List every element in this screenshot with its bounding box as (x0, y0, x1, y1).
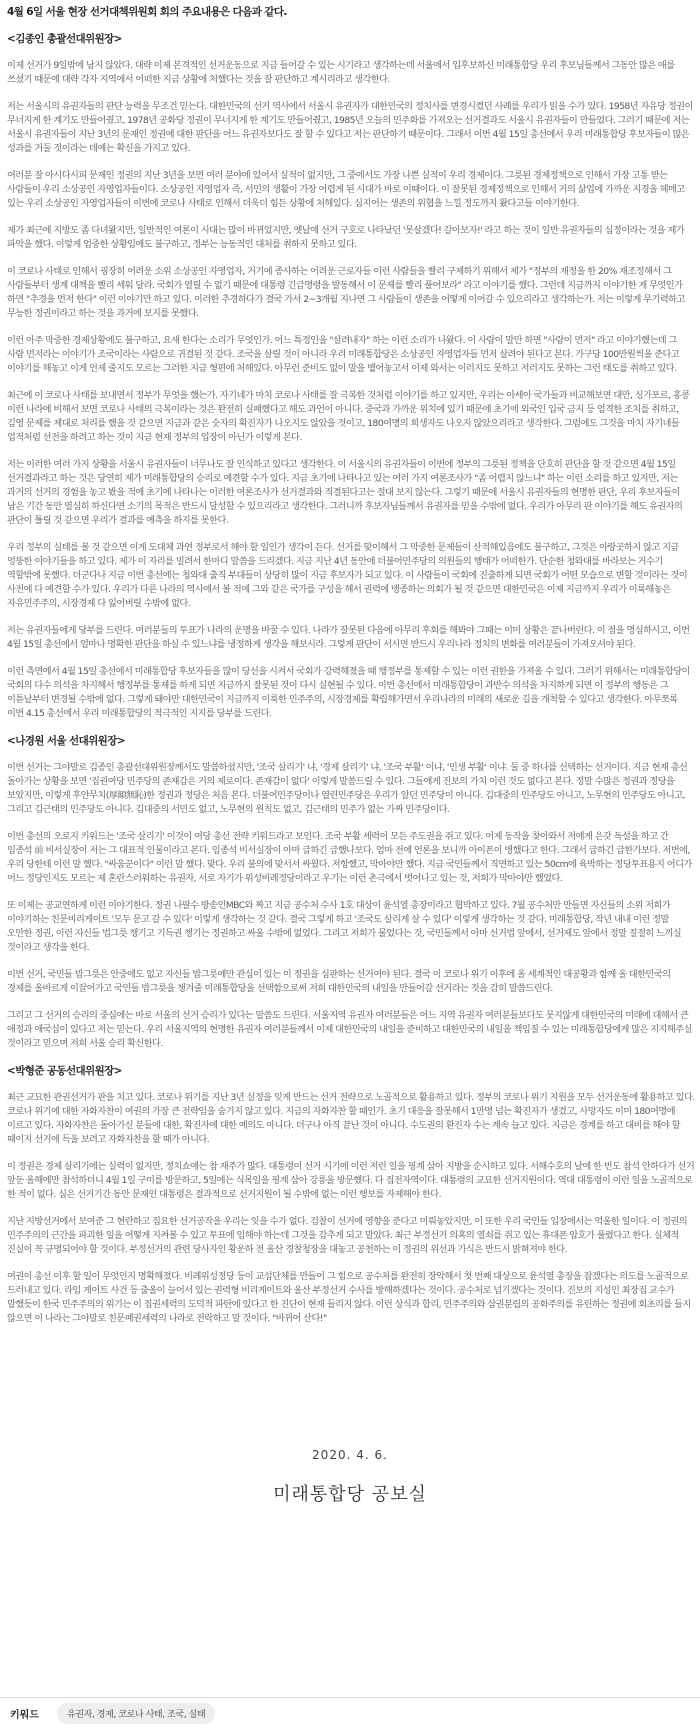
section-heading: <김종인 총괄선대위원장> (7, 33, 122, 45)
issuing-office: 미래통합당 공보실 (273, 1484, 427, 1505)
section-kim (5, 32, 695, 721)
keyword-tag[interactable]: 유권자, 경제, 코로나 사태, 조국, 실태 (57, 1703, 215, 1724)
paragraph: 제가 최근에 지방도 좀 다녀왔지만, 일반적인 여론이 시대는 많이 바뀌었지만, 옛날에 선거 구호로 나타났던 '못살겠다! 갈아보자!' 라고 하는 것이 일반 유권자들의 심정이라는 것을 제가 파악을 했다. 이렇게 엄중한 상황임에도 불구하고, 정부는 능동적인 대처를 취하지 못하고 있다. (7, 225, 685, 250)
section-na (5, 734, 695, 1051)
paragraph: 최근에 이 코로나 사태를 보내면서 정부가 무엇을 했는가. 자기네가 마치 코로나 사태를 잘 극복한 것처럼 이야기를 하고 있지만, 우리는 아세아 국가들과 비교해보면 대만, 싱가포르, 홍콩 이런 나라에 비해서 보면 코로나 사태의 극복이라는 것은 완전히 실패했다고 해도 과언이 아니다. 중국과 가까운 위치에 있기 때문에 초기에 외국인 입국 금지 등 엄격한 조치를 취하고, 김영 문제를 제대로 처리를 했을 것 같으면 지금과 같은 숫자의 확진자가 나오지도 않았을 것이고, 180여명의 희생자도 나오지 않았으리라고 생각한다. 그럼에도 그것을 마치 자기네들 업적처럼 선전을 하려고 하는 것이 지금 현재 정부의 입장이 아닌가 이렇게 본다. (7, 390, 690, 443)
release-date: 2020. 4. 6. (312, 1448, 388, 1462)
paragraph: 그리고 그 선거의 승리의 중심에는 바로 서울의 선거 승리가 있다는 말씀도 드린다. 서울지역 유권자 여러분들은 어느 지역 유권자 여러분들보다도 뭇지않게 대한민국의 미래에 대해서 큰 애정과 애국심이 있다고 저는 믿는다. 우리 서울지역의 현명한 유권자 여러분들께서 이제 대한민국의 내일을 준비하고 대한민국의 내일을 책임질 수 있는 미래통합당에게 많은 지지해주실 것이라고 믿으며 저희 서울 승리 확신한다. (7, 1010, 692, 1049)
keyword-bar (0, 1697, 700, 1728)
paragraph: 저는 서울시의 유권자들의 판단 능력을 무조건 믿는다. 대한민국의 선거 역사에서 서울시 유권자가 대한민국의 정치사를 변경시켰던 사례를 우리가 읽을 수가 있다. 1958년 자유당 정권이 무너지게 한 계기도 만들어줬고, 1978년 공화당 정권이 무너지게 한 계기도 만들어줬고, 1985년 오늘의 민주화를 가져오는 선거결과도 서울시 유권자들이 만들었다. 그러기 때문에 저는 서울시 유권자들이 지난 3년의 문재인 정권에 대한 판단을 어느 유권자보다도 잘 할 수 있다고 저는 판단하기 때문이다. 그래서 이번 4월 15일 총선에서 우리 미래통합당 후보자들이 많은 성과를 거둘 것이라는 데에는 확신을 가지고 있다. (7, 101, 693, 154)
paragraph: 여러분 잘 아시다시피 문재인 정권의 지난 3년을 보면 여러 분야에 있어서 실적이 없지만, 그 중에서도 가장 나쁜 실적이 우리 경제이다. 그릇된 경제정책으로 인해서 가장 고통 받는 사람들이 우리 소상공인 자영업자들이다. 소상공인 자영업자 즉, 서민의 생활이 가장 어렵게 된 시대가 바로 이때이다. 이 잘못된 경제정책으로 인해서 거의 삶업에 가까운 지경을 헤매고 있는 우리 소상공인 자영업자들이 이번에 코로나 사태로 인해서 더욱더 힘든 상황에 처해있다. 심지어는 생존의 위협을 느낄 정도까지 왔다고들 이야기한다. (7, 170, 685, 209)
paragraph: 또 이제는 공교연하게 이런 이야기한다. 정권 나팔수 방송인MBC와 짜고 지금 공수처 수사 1호 대상이 윤석열 총장이라고 협박하고 있다. 7월 공수처만 만들면 자신들의 소위 저희가 이야기하는 친문비리게이트 '모두 문고 갈 수 있다' 이렇게 생각하는 것 같다. 결국 그렇게 하고 '조국도 살리게 살 수 있다' 이렇게 생각하는 것 같다. 미래통합당, 작년 내내 이런 정말 오만한 정권, 이런 자신들 법그릇 챙기고 기득권 챙기는 정권하고 싸울 수밖에 없었다. 그리고 저희가 물었다는 것, 국민들께서 아마 선거법 앞에서, 선거제도 앞에서 정말 절절히 느끼실 것이라고 생각을 한다. (7, 900, 682, 953)
paragraph: 이제 선거가 9일밖에 남지 않았다. 대략 이제 본격적인 선거운동으로 지금 들어갈 수 있는 시기라고 생각하는데 서울에서 입후보하신 미래통합당 우리 후보님들께서 그동안 많은 애를 쓰셨기 때문에 대략 각자 지역에서 어떠한 지금 상황에 처했다는 것을 잘 판단하고 계시리라고 생각한다. (7, 60, 675, 85)
paragraph: 지난 지방선거에서 보여준 그 현란하고 집요한 선거공작을 우리는 잊을 수가 없다. 검찰이 선거에 영향을 준다고 미뤄놓았지만, 이 또한 우리 국민들 입장에서는 억울한 일이다. 이 정권의 민주주의의 근간을 파괴한 일을 어떻게 지켜볼 수 있고 투표에 임해야 하는데 그것을 감추게 되고 말았다. 최근 부정선거 의혹의 열쇠를 쥐고 있는 휴대폰 암호가 풀렸다고 한다. 실체적 진실이 꼭 규명되어야 할 것이다. 부정선거의 관련 당사자인 황운하 전 울산 경찰청장을 대놓고 공천하는 이 정권의 위선과 가식은 반드시 밝혀져야 한다. (7, 1216, 688, 1255)
paragraph: 이번 선거는 그야말로 김종인 총괄선대위원장께서도 말씀하셨지만, '조국 살리기' 냐, '경제 살리기' 냐, '조국 부활' 이냐, '민생 부활' 이냐. 둘 중 하나를 선택하는 선거이다. 지금 현재 총선 돌아가는 상황을 보면 '집권여당 민주당의 존재감은 거의 제로이다. 존재감이 없다' 이렇게 말씀드릴 수 있다. 그들에게 진보의 가치 이런 것도 없다고 본다. 정말 수많은 정권과 정당을 보았지만, 이렇게 후안무치(厚顔無恥)한 정권과 정당은 처음 본다. 더불어민주당이나 열린민주당은 우리가 알던 민주당이 아니다. 김대중의 민주당도 아니고, 노무현의 민주당도 아니고, 그리고 김근태의 민주당도 아니다. 김대중의 서민도 없고, 노무현의 원칙도 없고, 김근태의 민주가 없는 가짜 민주당이다. (7, 762, 688, 815)
paragraph: 이 정권은 경제 살리기에는 실력이 없지만, 정치쇼에는 참 재주가 많다. 대통령이 선거 시기에 이런 저런 일을 핑계 삼아 지방을 순시하고 있다. 서해수호의 날에 한 번도 참석 안하다가 선거 앞둔 올해에만 참석하더니 4월 1일 구미를 방문하고, 5일에는 식목일을 핑계 삼아 강릉을 방문했다. 다 집전자역이다. 대통령의 교묘한 선거지원이다. 역대 대통령이 이런 일을 노골적으로 한 적이 없다. 심은 선거기간 동안 문재인 대통령은 결과적으로 선거지원이 될 수밖에 없는 이런 행보를 자제해야 한다. (7, 1161, 695, 1200)
paragraph: 이 코로나 사태로 인해서 굉장히 어려운 소위 소상공인 자영업자, 거기에 종사하는 어려운 근로자들 이런 사람들을 빨리 구제하기 위해서 제가 "정부의 재정을 한 20% 재조정해서 그 사람들부터 생계 대책을 빨리 세워 달라. 국회가 열릴 수 없기 때문에 대통령 긴급명령을 발동해서 이 문제를 빨리 풀어보라" 라고 이야기를 했다. 그런데 지금까지 이야기한 게 무엇인가 하면 "추경을 먼저 한다" 이런 이야기만 하고 있다. 이러한 추경하다가 결국 가서 2~3개월 지나면 그 사람들이 생존을 어떻게 이어갈 수 있으리라고 생각하는가. 저는 이렇게 무기력하고 무능한 정권이라고 하는 것을 과거에 보지를 못했다. (7, 266, 685, 319)
paragraph: 저는 유권자들에게 당부를 드린다. 여러분들의 투표가 나라의 운명을 바꿀 수 있다. 나라가 잘못된 다음에 아무리 후회를 해봐야 그때는 이미 상황은 끝나버린다. 이 점을 명심하시고, 이번 4월 15일 총선에서 얼마나 명확한 판단을 하실 수 있느냐를 냉정하게 생각을 해보시라. 그렇게 판단이 서시면 반드시 우리나라 정치의 변화를 여러분들이 가져오셔야 된다. (7, 625, 690, 650)
paragraph: 이런 아주 막중한 경제상황에도 불구하고, 요새 한다는 소리가 무엇인가. 어느 특정인을 "살려내자" 하는 이런 소리가 나왔다. 이 사람이 말만 하면 "사람이 먼저" 라고 이야기했는데 그 사람 먼저라는 이야기가 조국이라는 사람으로 귀결된 것 같다. 조국을 살릴 것이 아니라 우리 미래통합당은 소상공인 자영업자들 먼저 살려야 된다고 본다. 가구당 100만원씩을 준다고 이야기를 해놓고 이게 언제 줄지도 모르는 그러한 지금 형편에 처해있다. 아무런 준비도 없이 말을 뱉어놓고서 이제 와서는 이러지도 못하고 저러지도 못하는 그런 태도를 취하고 있다. (7, 335, 680, 374)
section-park (5, 1064, 695, 1326)
intro-line: 4월 6일 서울 현장 선거대책위원회 회의 주요내용은 다음과 같다. (7, 6, 287, 18)
keyword-label: 키워드 (10, 1709, 39, 1721)
paragraph: 이번 선거, 국민들 밥그릇은 안중에도 없고 자신들 밥그릇에만 관심이 있는 이 정권을 심판하는 선거여야 된다. 결국 이 코로나 위기 이후에 올 세계적인 대공황과 함께 올 대한민국의 경제를 올바르게 이끌어가고 국민들 밥그릇을 챙겨줄 미래통합당을 선택함으로써 저희 대한민국의 내일을 만들어갈 선거라는 것을 감히 말씀드린다. (7, 969, 671, 994)
section-heading: <박형준 공동선대위원장> (7, 1065, 122, 1077)
section-heading: <나경원 서울 선대위원장> (7, 735, 125, 747)
paragraph: 최근 교묘한 관권선거가 판을 치고 있다. 코로나 위기를 지난 3년 실정을 잊게 만드는 선거 전략으로 노골적으로 활용하고 있다. 정부의 코로나 위기 지원을 모두 선거운동에 활용하고 있다. 코로나 위기에 대한 자화자찬이 여권의 가장 큰 전략임을 숨기지 않고 있다. 지금의 자화자찬 할 때인가. 초기 대응을 잘못해서 1만명 넘는 확진자가 생겼고, 사망자도 이미 180여명에 이르고 있다. 자화자찬은 돌아가신 분들에 대한, 확진자에 대한 예의도 아니다. 더구나 아직 끝난 것이 아니다. 수도권의 환진자 수는 계속 늘고 있다. 지금은 경계를 하고 대비를 해야 할 때이지 선거에 득을 보려고 자화자찬을 할 때가 아니다. (7, 1092, 695, 1145)
paragraph: 우리 정부의 실태를 볼 것 같으면 이게 도대체 과연 정부로서 해야 할 일인가 생각이 든다. 선거를 맞이해서 그 막중한 문제들이 산적해있음에도 불구하고, 그것은 아랑곳하지 않고 지금 엉뚱한 이야기들을 하고 있다. 제가 이 자리를 빌려서 한마디 말씀을 드리겠다. 지금 지난 4년 동안에 더불어민주당의 의원들의 행태가 어떠한가. 단순한 청와대를 바라보는 거수기 역할밖에 못했다. 더군다나 지금 이번 총선에는 청와대 출직 부대들이 상당히 많이 지금 후보자가 되고 있다. 이 사람들이 국회에 진출하게 되면 국회가 어떤 모습으로 변할 것이라는 것이 사전에 다 예견할 수가 있다. 우리가 다른 나라의 역사에서 볼 적에 그와 같은 국가를 구성을 해서 권력에 맹종하는 의회가 될 것 같으면 대한민국은 이제 지금까지 우리가 이룩해놓은 자유민주주의, 시장경제 다 잃어버릴 수밖에 없다. (7, 542, 688, 609)
paragraph: 이런 측면에서 4월 15일 총선에서 미래통합당 후보자들을 많이 당선을 시켜서 국회가 강력해졌을 때 행정부를 통제할 수 있는 이런 권한을 가져올 수 있다. 그러기 위해서는 미래통합당이 국회의 다수 의석을 차지해서 행정부를 통제를 하게 되면 지금까지 잘못된 것이 다시 실현될 수 있다. 이번 총선에서 미래통합당이 과반수 의석을 차지하게 되면 이 정부의 행동은 그 이튿날부터 변경될 수밖에 없다. 그렇게 돼야만 대한민국이 지금까지 이룩한 민주주의, 시장경제를 확립해가면서 우리나라의 미래의 새로운 길을 개척할 수 있다고 생각한다. 아무쪼록 이번 4.15 총선에서 우리 미래통합당의 적극적인 지지를 당부를 드린다. (7, 666, 690, 719)
article-body (5, 4, 695, 1339)
paragraph: 이번 총선의 오로지 키워드는 '조국 살리기' 이것이 여당 총선 전략 키워드라고 보인다. 조국 부활 세력이 모든 주도권을 쥐고 있다. 어제 동작을 찾아와서 저에게 은갖 독설을 하고 간 임종석 前 비서실장이 저는 그 대표적 인물이라고 본다. 임종석 비서실장이 아마 급하긴 급했나보다. 엄마 전에 언론을 보니까 아이폰이 앵했다고 한다. 그래서 급하긴 급한가보다. 저번에, 우리 당한테 이런 말 했다. "싸움꾼이다" 이런 말 했다. 맞다. 우리 불의에 맞서서 싸웠다. 저항했고, 막아야만 했다. 지금 국민들께서 직면하고 있는 50cm에 육박하는 정당투표용지 어디가 어느 정당인지도 모르는 제 혼란스러워하는 유권자, 서로 자기가 위성비례정당이라고 우기는 이런 촌극에서 벗어나고 있는 것, 저희가 막아야만 했었다. (7, 831, 692, 884)
paragraph: 저는 이러한 여러 가지 상황을 서울시 유권자들이 너무나도 잘 인식하고 있다고 생각한다. 이 서울시의 유권자들이 이번에 정부의 그릇된 정책을 단호히 판단을 할 것 같으면 4월 15일 선거결과라고 하는 것은 당연히 제가 미래통합당의 승리로 예견할 수가 있다. 지금 초기에 나타나고 있는 여러 가지 여론조사가 "좀 어렵지 않느냐" 하는 이런 소리를 하고 있지만, 저는 과거의 선거의 경험을 놓고 봤을 적에 초기에 나타나는 이러한 여론조사가 선거결과와 직결된다고는 절대 보지 않는다. 그렇기 때문에 서울시 유권자들의 현명한 판단, 우리 후보자들이 남은 기간 동안 열심히 하신다면 소기의 목적은 반드시 달성할 수 있으리라고 생각한다. 그러니까 후보자님들께서 유권자를 믿을 수밖에 없다. 우리가 아무리 판 이야기를 해도 유권자의 판단이 틀릴 것 같으면 우리가 결과를 예측을 하지를 못한다. (7, 459, 683, 526)
paragraph: 여권이 총선 이후 할 일이 무엇인지 명확해졌다. 비례위성정당 등이 교섭단체를 만들어 그 힘으로 공수처를 완전히 장악해서 첫 번째 대상으로 윤석열 총장을 잡겠다는 의도를 노골적으로 드러내고 있다. 라임 게이트 사건 등 출올이 늘어서 있는 권력형 비리게이트와 울산 부정선거 수사를 방해하겠다는 것이다. 공수처로 넘기겠다는 것이다. 진보의 지성인 최장집 교수가 말했듯이 한국 민주주의의 위기는 이 집권세력의 도덕적 파탄에 있다고 한 진단이 현재 들리지 않다. 이런 상식과 합리, 민주주의와 삼권분립의 공화주의를 유린하는 정권에 회초리를 들지 않으면 이 나라는 그야말로 친문패권세력의 나라로 전락하고 말 것이다. "바뀌어 산다!" (7, 1271, 691, 1324)
